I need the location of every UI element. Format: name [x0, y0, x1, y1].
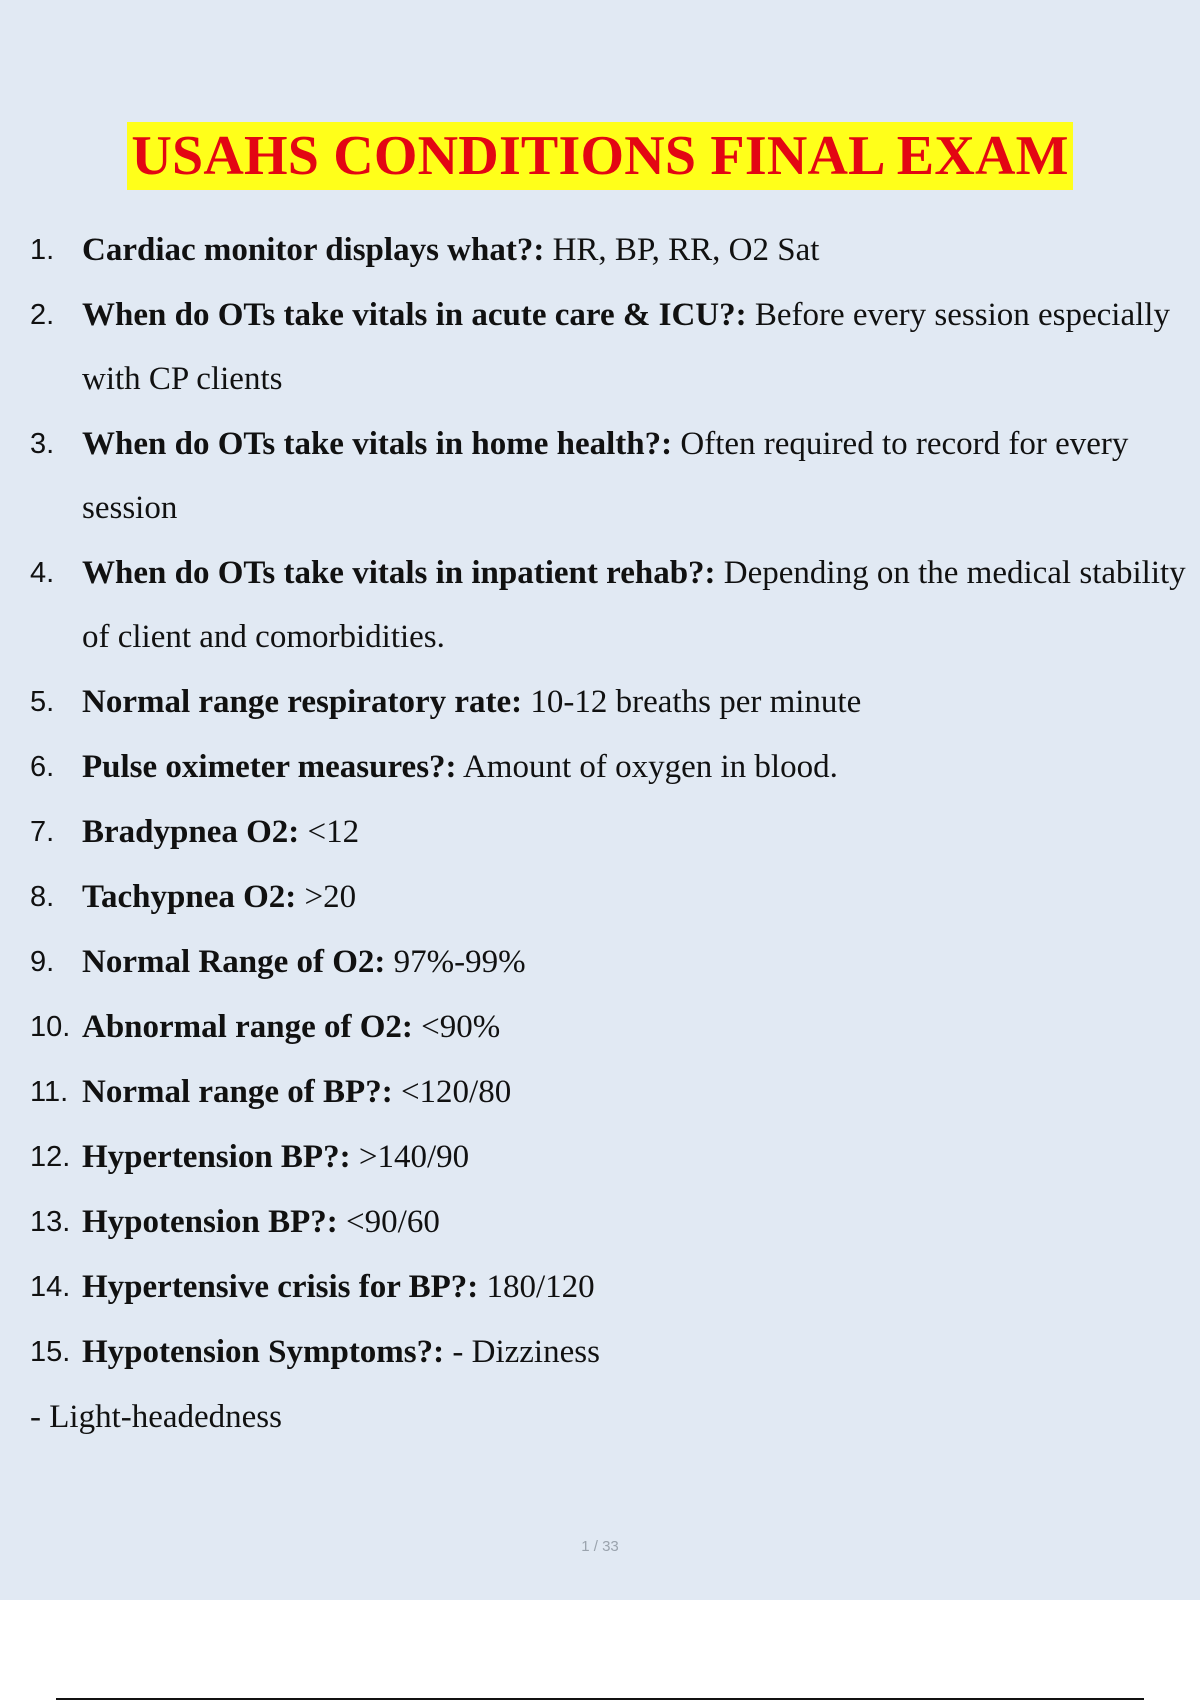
item-question: When do OTs take vitals in home health?:	[82, 426, 673, 462]
item-answer: <120/80	[392, 1074, 512, 1110]
item-question: Normal range respiratory rate:	[82, 684, 523, 720]
title-container	[0, 122, 1200, 190]
item-number: 14.	[30, 1271, 71, 1303]
item-question: Cardiac monitor displays what?:	[82, 232, 545, 268]
item-number: 7.	[30, 816, 55, 848]
item-question: Abnormal range of O2:	[82, 1009, 413, 1045]
item-answer: - Dizziness	[444, 1334, 600, 1370]
list-item	[30, 218, 1190, 282]
item-number: 8.	[30, 881, 55, 913]
item-question: Normal range of BP?:	[82, 1074, 393, 1110]
item-number: 6.	[30, 751, 55, 783]
list-item	[30, 541, 1190, 669]
list-item	[30, 995, 1190, 1059]
list-item	[30, 800, 1190, 864]
list-item	[30, 1190, 1190, 1254]
list-item	[30, 735, 1190, 799]
item-answer: >140/90	[350, 1139, 470, 1175]
item-number: 13.	[30, 1206, 71, 1238]
item-number: 11.	[30, 1076, 69, 1108]
item-number: 3.	[30, 428, 55, 460]
item-answer: Before every session especially with CP clients	[82, 297, 1170, 397]
item-question: Hypotension BP?:	[82, 1204, 338, 1240]
item-answer: <12	[299, 814, 360, 850]
list-item	[30, 865, 1190, 929]
list-item	[30, 1320, 1190, 1384]
list-item	[30, 283, 1190, 411]
item-answer: >20	[296, 879, 357, 915]
item-answer: 10-12 breaths per minute	[522, 684, 862, 720]
item-number: 5.	[30, 686, 55, 718]
item-question: Tachypnea O2:	[82, 879, 297, 915]
list-item	[30, 670, 1190, 734]
item-number: 4.	[30, 557, 55, 589]
list-item	[30, 930, 1190, 994]
continuation-text: - Light-headedness	[30, 1399, 282, 1435]
item-question: When do OTs take vitals in acute care & ICU?:	[82, 297, 747, 333]
item-answer: <90/60	[337, 1204, 440, 1240]
list-item	[30, 1255, 1190, 1319]
item-question: Normal Range of O2:	[82, 944, 386, 980]
item-answer: <90%	[412, 1009, 501, 1045]
item-number: 1.	[30, 234, 55, 266]
item-question: Hypertension BP?:	[82, 1139, 351, 1175]
item-answer: Depending on the medical stability of client and comorbidities.	[82, 555, 1186, 655]
item-number: 12.	[30, 1141, 71, 1173]
item-answer: Amount of oxygen in blood.	[456, 749, 838, 785]
document-title: USAHS CONDITIONS FINAL EXAM	[127, 122, 1072, 190]
item-answer: HR, BP, RR, O2 Sat	[544, 232, 820, 268]
list-item	[30, 1060, 1190, 1124]
item-number: 9.	[30, 946, 55, 978]
item-number: 15.	[30, 1336, 71, 1368]
item-question: When do OTs take vitals in inpatient rehab?:	[82, 555, 716, 591]
page-indicator: 1 / 33	[581, 1538, 619, 1555]
item-question: Hypertensive crisis for BP?:	[82, 1269, 479, 1305]
item-answer: Often required to record for every session	[82, 426, 1129, 526]
item-question: Hypotension Symptoms?:	[82, 1334, 445, 1370]
item-answer: 180/120	[478, 1269, 595, 1305]
item-number: 10.	[30, 1011, 71, 1043]
list-item	[30, 1125, 1190, 1189]
item-number: 2.	[30, 299, 55, 331]
item-answer: 97%-99%	[385, 944, 526, 980]
item-question: Pulse oximeter measures?:	[82, 749, 457, 785]
item-question: Bradypnea O2:	[82, 814, 300, 850]
list-item	[30, 412, 1190, 540]
question-list	[30, 218, 1190, 1449]
